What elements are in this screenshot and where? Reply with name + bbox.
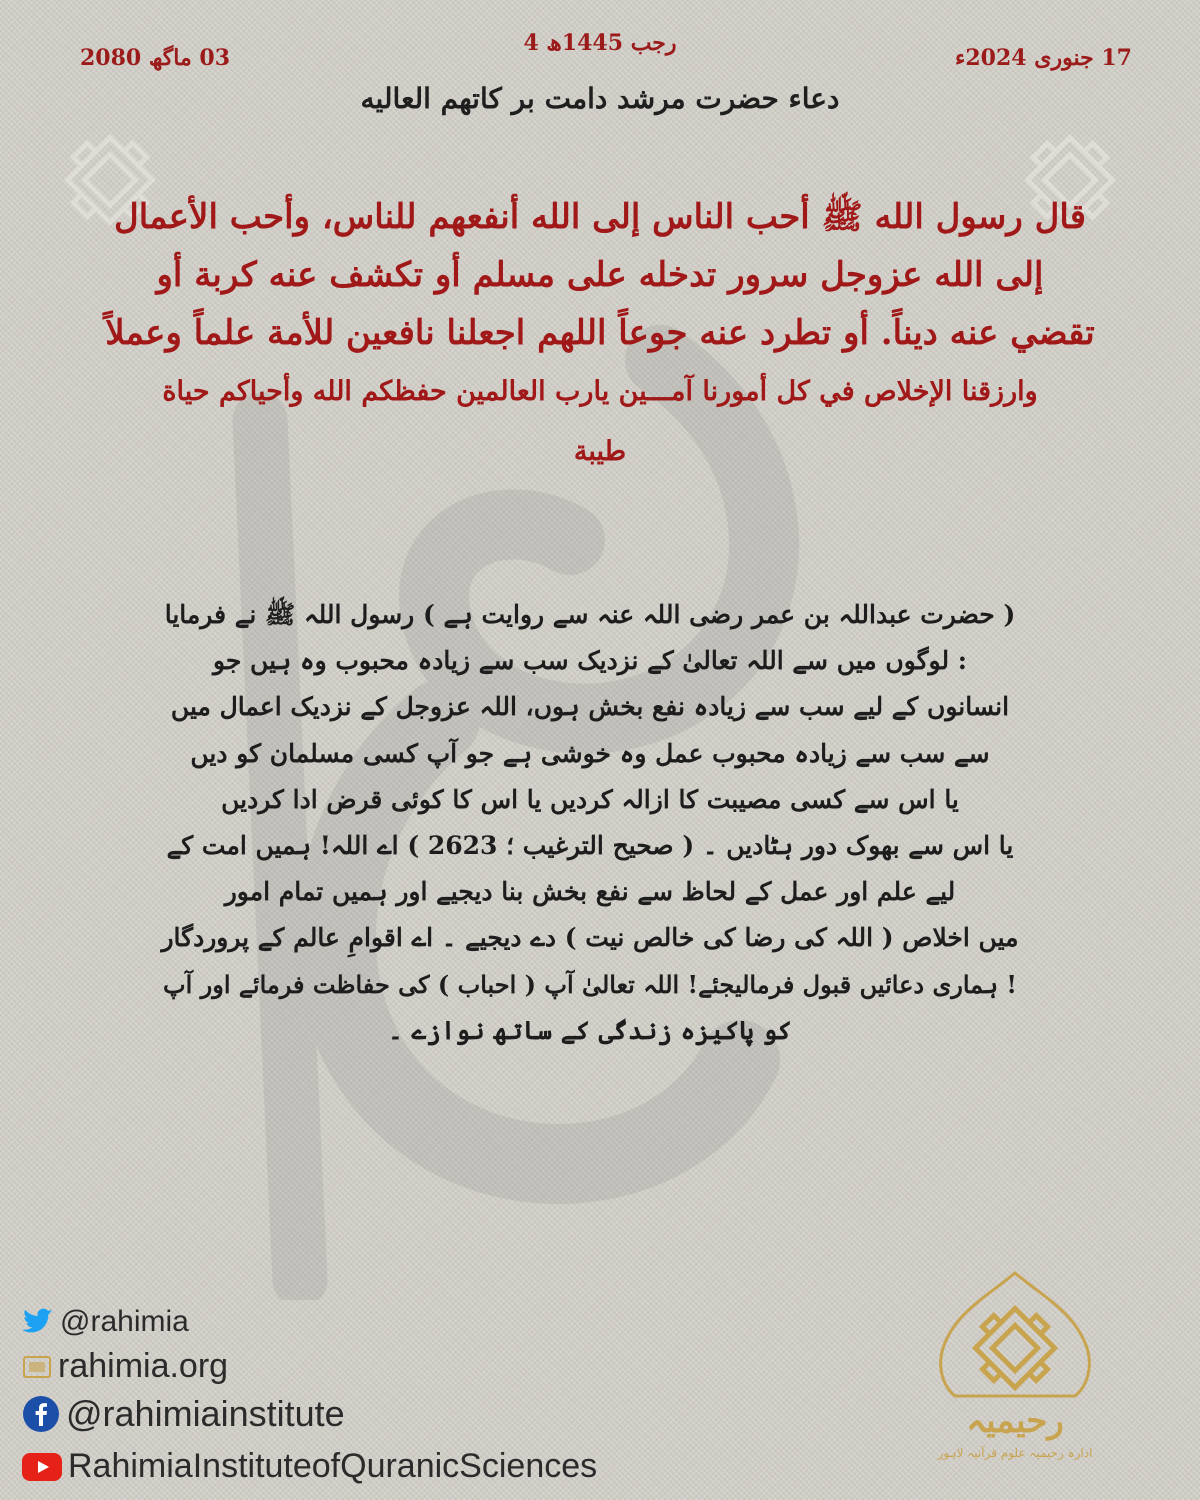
twitter-link[interactable]: [22, 1305, 189, 1339]
logo-name: رحیمیہ: [966, 1401, 1064, 1441]
urdu-line: یا اس سے بھوک دور ہٹادیں ۔ ( صحیح الترغیب ؛ 2623 ) اے اللہ! ہمیں امت کے: [166, 830, 1014, 860]
urdu-line: کو پاکیزہ زندگی کے ساتھ نوازے ۔: [388, 1015, 792, 1045]
urdu-line: میں اخلاص ( اللہ کی رضا کی خالص نیت ) دے دیجیے ۔ اے اقوامِ عالم کے پروردگار: [161, 923, 1019, 953]
twitter-handle: @rahimia: [60, 1305, 189, 1338]
urdu-line: ! ہماری دعائیں قبول فرمالیجئے! اللہ تعالیٰ آپ ( احباب ) کی حفاظت فرمائے اور آپ: [163, 969, 1017, 999]
urdu-line: یا اس سے کسی مصیبت کا ازالہ کردیں یا اس کا کوئی قرض ادا کردیں: [221, 784, 959, 814]
youtube-link[interactable]: [22, 1447, 597, 1486]
urdu-line: سے سب سے زیادہ محبوب عمل وہ خوشی ہے جو آپ کسی مسلمان کو دیں: [190, 738, 990, 768]
gregorian-date: 17 جنوری 2024ء: [955, 45, 1132, 71]
urdu-line: : لوگوں میں سے اللہ تعالیٰ کے نزدیک سب سے زیادہ محبوب وہ ہیں جو: [212, 646, 968, 676]
youtube-icon: [22, 1453, 62, 1481]
facebook-icon: [22, 1395, 60, 1433]
arabic-line: قال رسول الله ﷺ أحب الناس إلى الله أنفعهم للناس، وأحب الأعمال: [114, 197, 1086, 237]
arabic-dua-text: [75, 188, 1125, 482]
rahimia-logo: [915, 1268, 1115, 1483]
arabic-line: وارزقنا الإخلاص في كل أمورنا آمـــين يارب العالمين حفظكم الله وأحياكم حياة: [162, 376, 1038, 407]
globe-icon: [22, 1354, 52, 1380]
urdu-translation-text: [150, 592, 1030, 1054]
bikrami-date: 03 ماگھ 2080: [80, 45, 231, 71]
twitter-bird-icon: [22, 1308, 54, 1336]
page-title: دعاء حضرت مرشد دامت بر کاتھم العالیه: [360, 82, 840, 115]
urdu-line: انسانوں کے لیے سب سے زیادہ نفع بخش ہوں، اللہ عزوجل کے نزدیک اعمال میں: [170, 692, 1010, 722]
arabic-line: إلى الله عزوجل سرور تدخله على مسلم أو تكشف عنه كربة أو: [156, 255, 1044, 295]
facebook-link[interactable]: [22, 1393, 345, 1435]
logo-subtitle: ادارہ رحیمیہ علوم قرآنیہ لاہور: [937, 1446, 1093, 1460]
urdu-line: لیے علم اور عمل کے لحاظ سے نفع بخش بنا دیجیے اور ہمیں تمام امور: [224, 877, 956, 907]
youtube-channel: RahimiaInstituteofQuranicSciences: [68, 1447, 598, 1485]
urdu-line: ( حضرت عبداللہ بن عمر رضی اللہ عنہ سے روایت ہے ) رسول اللہ ﷺ نے فرمایا: [164, 600, 1016, 629]
arabic-line: تقضي عنه ديناً. أو تطرد عنه جوعاً اللهم اجعلنا نافعين للأمة علماً وعملاً: [105, 313, 1095, 353]
dome-emblem-icon: [915, 1268, 1115, 1408]
website-link[interactable]: [22, 1347, 228, 1386]
hijri-date: 4 رجب 1445ھ: [523, 30, 677, 56]
website-url: rahimia.org: [58, 1347, 229, 1385]
arabic-line: طيبة: [573, 436, 627, 467]
facebook-handle: @rahimiainstitute: [66, 1393, 345, 1434]
